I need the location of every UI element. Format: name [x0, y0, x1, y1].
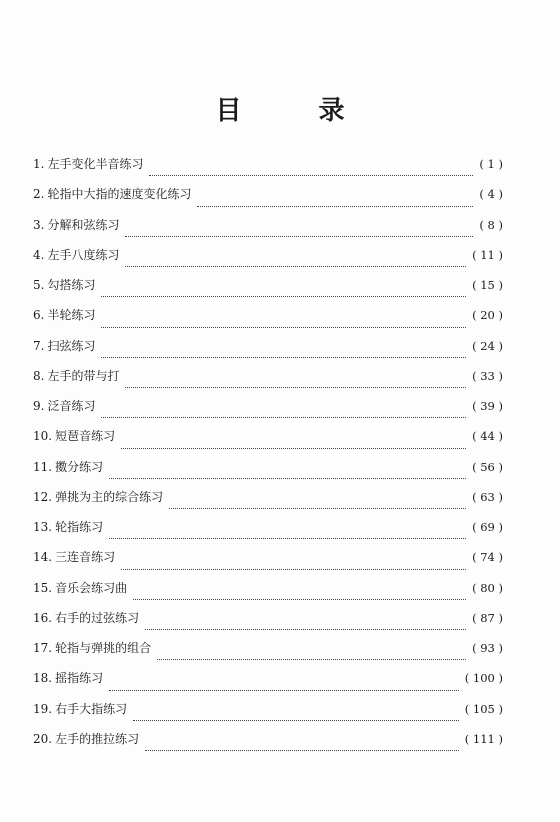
toc-entry-title: 轮指与弹挑的组合	[55, 641, 152, 655]
toc-entry-number: 12.	[33, 489, 53, 504]
dot-leader	[145, 629, 466, 630]
toc-entry-page: ( 80 )	[472, 580, 503, 595]
toc-entry	[33, 517, 503, 547]
toc-entry-title: 左手的带与打	[47, 368, 120, 383]
toc-entry-title: 音乐会练习曲	[55, 580, 128, 595]
dot-leader	[109, 690, 459, 691]
toc-entry-title: 摇指练习	[55, 671, 104, 686]
toc-entry-page: ( 87 )	[472, 610, 503, 625]
dot-leader	[101, 327, 466, 328]
toc-entry-number: 9.	[33, 399, 45, 413]
toc-entry-title: 三连音练习	[55, 550, 116, 565]
toc-entry	[33, 638, 503, 668]
toc-entry	[33, 547, 503, 577]
toc-entry-number: 19.	[33, 701, 53, 716]
dot-leader	[121, 448, 466, 449]
page-title: 目 录	[215, 96, 379, 126]
toc-entry-page: ( 56 )	[472, 459, 503, 474]
toc-entry-number: 10.	[33, 429, 53, 444]
toc-entry	[33, 245, 503, 275]
toc-entry-title: 勾搭练习	[47, 278, 96, 292]
dot-leader	[101, 357, 466, 358]
toc-entry	[33, 668, 503, 698]
toc-entry	[33, 275, 503, 305]
toc-entry-number: 6.	[33, 308, 45, 323]
toc-entry	[33, 336, 503, 366]
toc-entry	[33, 426, 503, 456]
toc-entry	[33, 396, 503, 426]
toc-entry	[33, 699, 503, 729]
toc-entry-title: 右手的过弦练习	[55, 610, 140, 625]
toc-entry-page: ( 33 )	[472, 368, 503, 383]
toc-entry-number: 15.	[33, 580, 53, 595]
toc-entry	[33, 215, 503, 245]
toc-entry-number: 20.	[33, 731, 53, 746]
toc-entry-page: ( 1 )	[479, 157, 503, 171]
dot-leader	[109, 478, 466, 479]
dot-leader	[101, 417, 466, 418]
toc-entry-page: ( 74 )	[472, 550, 503, 565]
toc-entry-page: ( 8 )	[479, 217, 503, 232]
dot-leader	[157, 659, 466, 660]
toc-entry-number: 14.	[33, 550, 53, 565]
toc-entry-number: 8.	[33, 368, 45, 383]
dot-leader	[133, 720, 459, 721]
toc-entry	[33, 366, 503, 396]
toc-entry-page: ( 105 )	[464, 701, 503, 716]
toc-entry-title: 左手八度练习	[47, 247, 120, 262]
toc-entry	[33, 608, 503, 638]
toc-entry-number: 2.	[33, 187, 45, 202]
toc-entry	[33, 578, 503, 608]
toc-entry-title: 右手大指练习	[55, 701, 128, 716]
toc-entry-page: ( 15 )	[472, 278, 503, 292]
toc-entry	[33, 305, 503, 335]
toc-entry-page: ( 11 )	[472, 247, 503, 262]
toc-entry-number: 11.	[33, 459, 53, 474]
toc-entry-title: 轮指中大指的速度变化练习	[47, 187, 192, 202]
toc-entry-title: 半轮练习	[47, 308, 96, 323]
toc-entry-page: ( 69 )	[472, 520, 503, 534]
toc-entry-page: ( 20 )	[472, 308, 503, 323]
toc-entry-title: 轮指练习	[55, 520, 104, 534]
toc-entry-title: 扫弦练习	[47, 338, 96, 353]
dot-leader	[125, 266, 466, 267]
toc-entry-number: 5.	[33, 278, 45, 292]
toc-entry-number: 7.	[33, 338, 45, 353]
toc-entry-title: 短琶音练习	[55, 429, 116, 444]
dot-leader	[133, 599, 466, 600]
toc-entry-title: 泛音练习	[47, 399, 96, 413]
toc-entry-page: ( 111 )	[464, 731, 503, 746]
toc-entry	[33, 184, 503, 214]
toc-entry-title: 分解和弦练习	[47, 217, 120, 232]
toc-entry-number: 3.	[33, 217, 45, 232]
toc-entry-title: 弹挑为主的综合练习	[55, 489, 164, 504]
toc-entry	[33, 457, 503, 487]
toc-entry-title: 左手的推拉练习	[55, 731, 140, 746]
dot-leader	[109, 538, 466, 539]
toc-entry-number: 4.	[33, 247, 45, 262]
dot-leader	[125, 236, 473, 237]
toc-entry-title: 擞分练习	[55, 459, 104, 474]
toc-entry	[33, 154, 503, 184]
toc-entry-page: ( 4 )	[479, 187, 503, 202]
toc-entry-number: 1.	[33, 157, 45, 171]
toc-entry-page: ( 24 )	[472, 338, 503, 353]
toc-entry	[33, 487, 503, 517]
toc-entry-page: ( 39 )	[472, 399, 503, 413]
dot-leader	[197, 206, 473, 207]
dot-leader	[145, 750, 459, 751]
toc-entry-page: ( 93 )	[472, 641, 503, 655]
dot-leader	[101, 296, 466, 297]
toc-entry-title: 左手变化半音练习	[47, 157, 144, 171]
dot-leader	[169, 508, 466, 509]
toc-entry-number: 17.	[33, 641, 53, 655]
toc-entry-number: 18.	[33, 671, 53, 686]
toc-entry	[33, 729, 503, 759]
toc-entry-page: ( 63 )	[472, 489, 503, 504]
toc-entry-number: 16.	[33, 610, 53, 625]
dot-leader	[121, 569, 466, 570]
toc-entry-number: 13.	[33, 520, 53, 534]
toc-entry-page: ( 100 )	[464, 671, 503, 686]
dot-leader	[125, 387, 466, 388]
dot-leader	[149, 175, 473, 176]
toc-entry-page: ( 44 )	[472, 429, 503, 444]
table-of-contents	[33, 154, 503, 759]
